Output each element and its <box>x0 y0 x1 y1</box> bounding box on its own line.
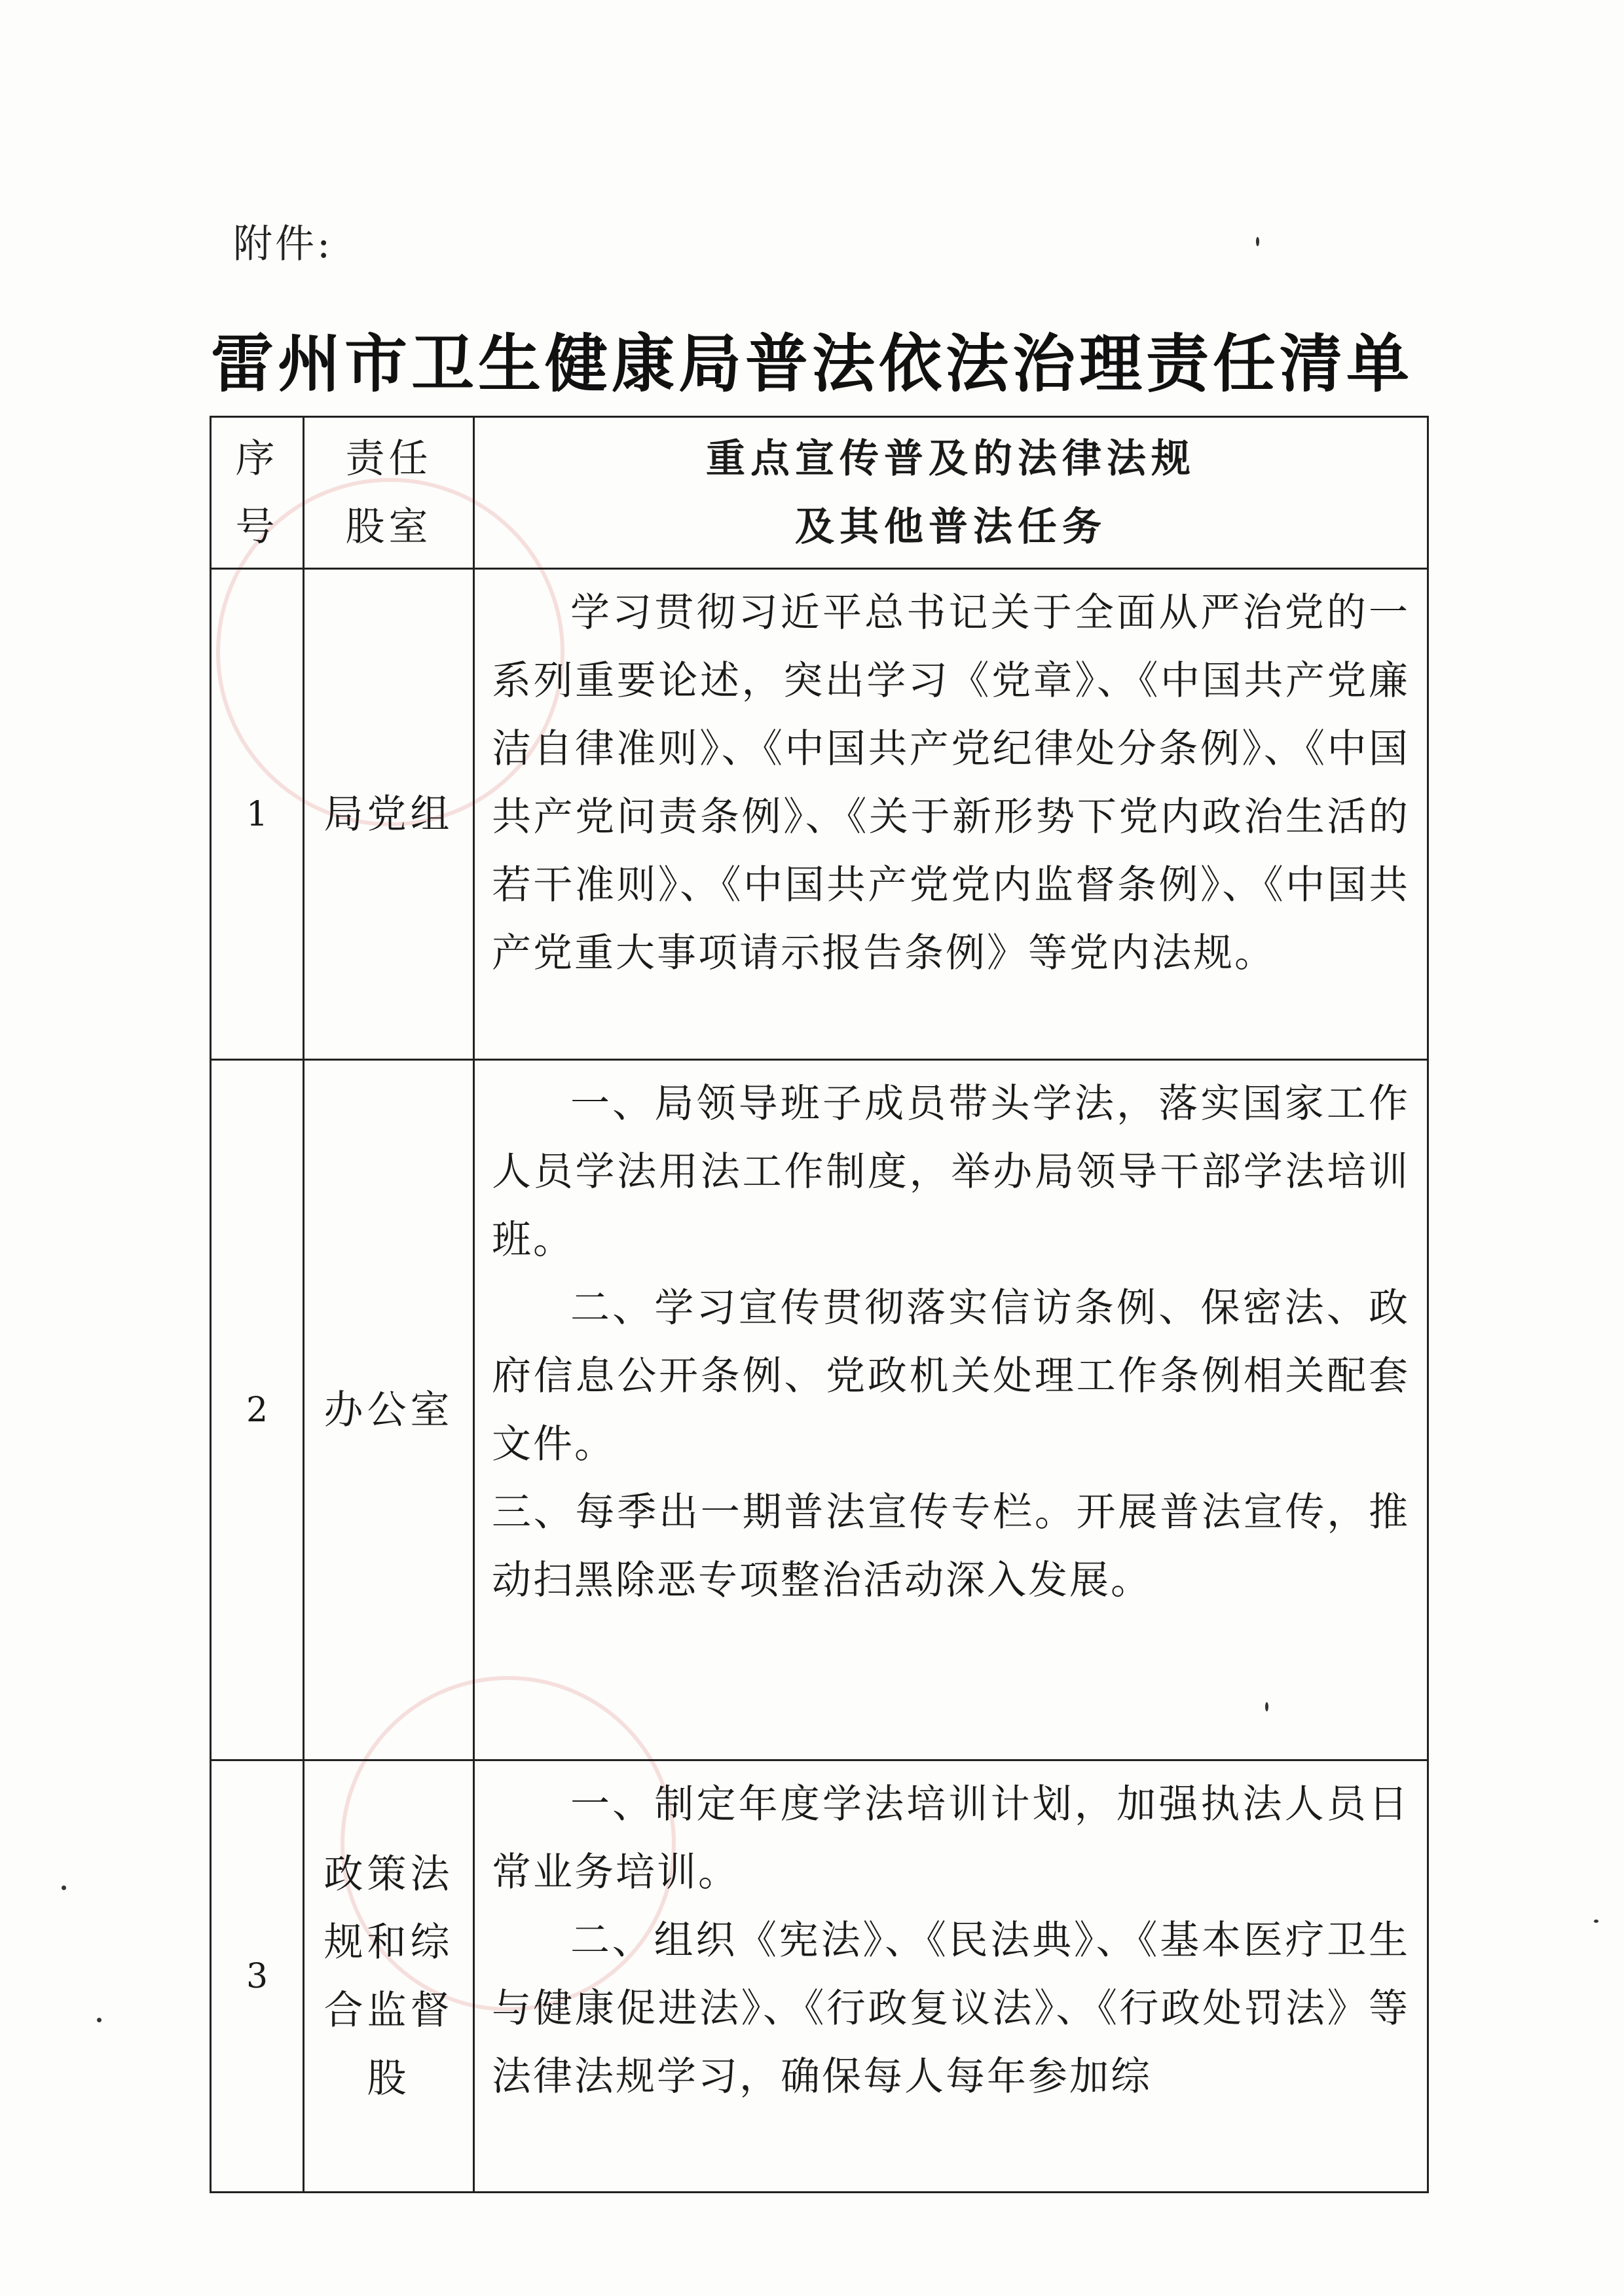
table-row <box>211 1760 1428 2193</box>
row-tasks <box>474 1060 1428 1760</box>
header-tasks-line: 及其他普法任务 <box>795 503 1107 550</box>
row-department <box>304 1060 474 1760</box>
task-paragraph: 二、学习宣传贯彻落实信访条例、保密法、政府信息公开条例、党政机关处理工作条例相关配套文件。 <box>492 1285 1410 1467</box>
task-paragraph: 一、制定年度学法培训计划，加强执法人员日常业务培训。 <box>492 1781 1410 1895</box>
header-tasks <box>474 417 1428 569</box>
row-seq: 1 <box>211 569 304 1060</box>
row-tasks <box>474 569 1428 1060</box>
responsibility-table <box>210 416 1429 2193</box>
task-paragraph: 二、组织《宪法》、《民法典》、《基本医疗卫生与健康促进法》、《行政复议法》、《行政处罚法》等法律法规学习，确保每人每年参加综 <box>492 1918 1410 2100</box>
department-line: 局党组 <box>323 791 454 837</box>
task-paragraph: 学习贯彻习近平总书记关于全面从严治党的一系列重要论述，突出学习《党章》、《中国共产党廉洁自律准则》、《中国共产党纪律处分条例》、《中国共产党问责条例》、《关于新形势下党内政治生活的若干准则》、《中国共产党党内监督条例》、《中国共产党重大事项请示报告条例》等党内法规。 <box>492 590 1410 976</box>
department-line: 办公室 <box>323 1387 454 1433</box>
document-title: 雷州市卫生健康局普法依法治理责任清单 <box>211 327 1413 401</box>
task-paragraph: 三、每季出一期普法宣传专栏。开展普法宣传，推动扫黑除恶专项整治活动深入发展。 <box>492 1489 1410 1603</box>
scan-speck <box>1594 1920 1598 1923</box>
scan-speck <box>97 2018 101 2022</box>
header-department <box>304 417 474 569</box>
attachment-label: 附件: <box>233 221 333 267</box>
header-seq-line: 号 <box>235 503 279 550</box>
scan-speck <box>62 1886 66 1890</box>
department-line: 规和综 <box>323 1919 454 1965</box>
department-line: 股 <box>367 2055 411 2102</box>
department-line: 合监督 <box>323 1987 454 2033</box>
department-line: 政策法 <box>323 1851 454 1897</box>
header-department-line: 股室 <box>345 503 432 550</box>
scan-speck <box>1256 237 1259 246</box>
row-seq: 2 <box>211 1060 304 1760</box>
header-seq-line: 序 <box>235 435 279 482</box>
header-seq <box>211 417 304 569</box>
header-tasks-line: 重点宣传普及的法律法规 <box>706 435 1196 482</box>
row-seq: 3 <box>211 1760 304 2193</box>
header-department-line: 责任 <box>345 435 432 482</box>
row-department <box>304 569 474 1060</box>
task-paragraph: 一、局领导班子成员带头学法，落实国家工作人员学法用法工作制度，举办局领导干部学法培训班。 <box>492 1081 1410 1263</box>
row-tasks <box>474 1760 1428 2193</box>
table-header-row <box>211 417 1428 569</box>
table-row <box>211 569 1428 1060</box>
row-department <box>304 1760 474 2193</box>
table-row <box>211 1060 1428 1760</box>
